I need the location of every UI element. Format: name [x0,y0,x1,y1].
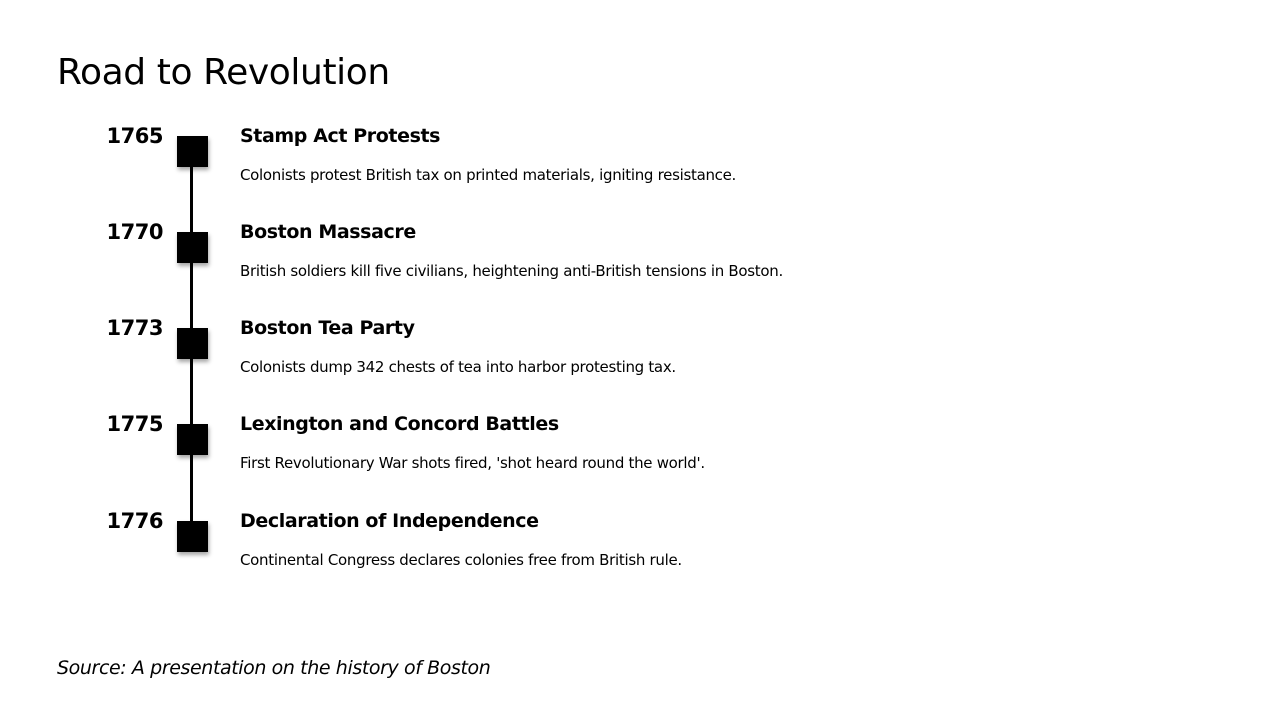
event-description: Colonists protest British tax on printed materials, igniting resistance. [240,166,737,184]
event-title: Stamp Act Protests [240,125,441,147]
event-description: First Revolutionary War shots fired, 'shot heard round the world'. [240,454,705,472]
event-year: 1775 [106,412,163,436]
event-marker [177,232,208,263]
event-marker [177,424,208,455]
timeline-event-1775 [0,412,1280,520]
timeline-event-1773 [0,316,1280,424]
source-note: Source: A presentation on the history of Boston [57,657,491,679]
event-description: Colonists dump 342 chests of tea into harbor protesting tax. [240,358,676,376]
event-description: Continental Congress declares colonies free from British rule. [240,551,682,569]
timeline-event-1765 [0,124,1280,232]
event-marker [177,136,208,167]
event-year: 1770 [106,220,163,244]
page-title: Road to Revolution [57,52,390,93]
event-title: Declaration of Independence [240,510,539,532]
event-title: Lexington and Concord Battles [240,413,559,435]
event-title: Boston Massacre [240,221,416,243]
event-year: 1773 [106,316,163,340]
event-year: 1776 [106,509,163,533]
timeline-event-1776 [0,509,1280,617]
event-title: Boston Tea Party [240,317,415,339]
timeline-event-1770 [0,220,1280,328]
event-year: 1765 [106,124,163,148]
event-marker [177,328,208,359]
event-description: British soldiers kill five civilians, heightening anti-British tensions in Boston. [240,262,783,280]
event-marker [177,521,208,552]
